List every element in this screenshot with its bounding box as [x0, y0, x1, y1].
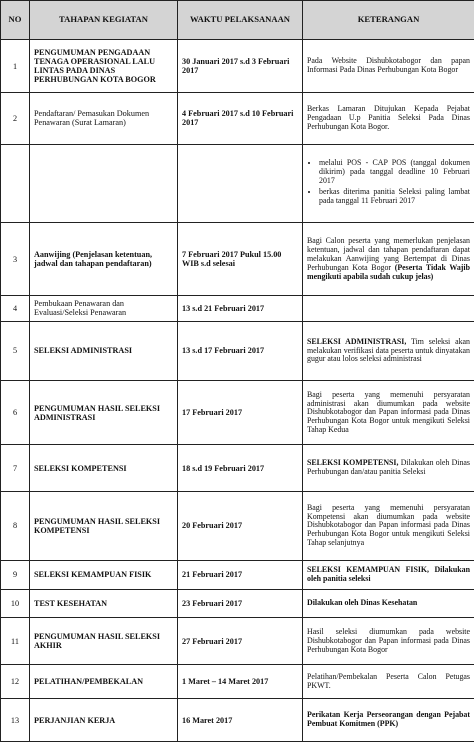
row-no: 7 — [1, 445, 30, 492]
list-item: • melalui POS - CAP POS (tanggal dokumen dikirim) pada tanggal deadline 10 Februari 2017 — [319, 159, 470, 186]
row-tahapan: Aanwijing (Penjelasan ketentuan, jadwal dan tahapan pendaftaran) — [30, 223, 178, 296]
row-tahapan: PENGUMUMAN HASIL SELEKSI AKHIR — [30, 618, 178, 665]
row-waktu: 18 s.d 19 Februari 2017 — [178, 445, 303, 492]
table-row — [1, 296, 474, 322]
row-waktu: 4 Februari 2017 s.d 10 Februari 2017 — [178, 93, 303, 144]
row-waktu: 16 Maret 2017 — [178, 699, 303, 742]
row-no: 1 — [1, 40, 30, 93]
row-tahapan — [30, 144, 178, 223]
row-keterangan: Perikatan Kerja Perseorangan dengan Pejabat Pembuat Komitmen (PPK) — [303, 699, 474, 742]
row-tahapan: PENGUMUMAN HASIL SELEKSI KOMPETENSI — [30, 492, 178, 560]
row-waktu: 1 Maret – 14 Maret 2017 — [178, 665, 303, 699]
keterangan-text: Tim seleksi akan melakukan verifikasi data peserta untuk dinyatakan gugur atau lolos seleksi administrasi — [307, 336, 470, 364]
row-no: 4 — [1, 296, 30, 322]
row-no: 13 — [1, 699, 30, 742]
row-no: 6 — [1, 381, 30, 445]
table-row — [1, 93, 474, 144]
keterangan-bold-text: SELEKSI KOMPETENSI, — [307, 458, 399, 468]
row-keterangan: Dilakukan oleh Dinas Kesehatan — [303, 590, 474, 618]
row-tahapan: PENGUMUMAN PENGADAAN TENAGA OPERASIONAL LALU LINTAS PADA DINAS PERHUBUNGAN KOTA BOGOR — [30, 40, 178, 93]
keterangan-bold-text: SELEKSI KEMAMPUAN FISIK, Dilakukan oleh panitia seleksi — [307, 565, 470, 583]
row-waktu: 17 Februari 2017 — [178, 381, 303, 445]
row-no: 11 — [1, 618, 30, 665]
keterangan-bold-text: (Peserta Tidak Wajib mengikuti apabila sudah cukup jelas) — [307, 262, 470, 281]
row-tahapan: PERJANJIAN KERJA — [30, 699, 178, 742]
delivery-notes-list — [307, 159, 470, 205]
row-waktu: 23 Februari 2017 — [178, 590, 303, 618]
header-tahapan: TAHAPAN KEGIATAN — [30, 1, 178, 40]
table-row — [1, 144, 474, 223]
row-no: 8 — [1, 492, 30, 560]
keterangan-text: Bagi Calon peserta yang memerlukan penjelasan ketentuan, jadwal dan tahapan pendaftaran dapat melakukan Aanwijing yang Bertempat di Dinas Perhubungan Kota Bogor — [307, 236, 470, 272]
row-keterangan — [303, 144, 474, 223]
row-waktu: 27 Februari 2017 — [178, 618, 303, 665]
table-row — [1, 665, 474, 699]
table-row — [1, 40, 474, 93]
table-row — [1, 445, 474, 492]
header-keterangan: KETERANGAN — [303, 1, 474, 40]
row-no: 2 — [1, 93, 30, 144]
keterangan-bold-text: SELEKSI ADMINISTRASI, — [307, 336, 407, 346]
row-no: 5 — [1, 321, 30, 381]
keterangan-text: Dilakukan oleh Dinas Perhubungan dan/atau panitia Seleksi — [307, 458, 470, 477]
table-row — [1, 492, 474, 560]
table-row — [1, 699, 474, 742]
row-no — [1, 144, 30, 223]
list-item: • berkas diterima panitia Seleksi paling lambat pada tanggal 11 Februari 2017 — [319, 188, 470, 206]
row-tahapan: SELEKSI KEMAMPUAN FISIK — [30, 560, 178, 590]
row-keterangan — [303, 296, 474, 322]
row-waktu: 13 s.d 21 Februari 2017 — [178, 296, 303, 322]
table-row — [1, 321, 474, 381]
row-waktu: 13 s.d 17 Februari 2017 — [178, 321, 303, 381]
row-no: 10 — [1, 590, 30, 618]
row-no: 9 — [1, 560, 30, 590]
row-keterangan — [303, 321, 474, 381]
row-keterangan — [303, 223, 474, 296]
header-waktu: WAKTU PELAKSANAAN — [178, 1, 303, 40]
row-keterangan: Pada Website Dishubkotabogor dan papan Informasi Pada Dinas Perhubungan Kota Bogor — [303, 40, 474, 93]
row-waktu: 21 Februari 2017 — [178, 560, 303, 590]
row-tahapan: SELEKSI KOMPETENSI — [30, 445, 178, 492]
header-no: NO — [1, 1, 30, 40]
row-tahapan: Pembukaan Penawaran dan Evaluasi/Seleksi Penawaran — [30, 296, 178, 322]
row-tahapan: Pendaftaran/ Pemasukan Dokumen Penawaran (Surat Lamaran) — [30, 93, 178, 144]
row-keterangan — [303, 445, 474, 492]
row-keterangan: Berkas Lamaran Ditujukan Kepada Pejabat Pengadaan U.p Panitia Seleksi Pada Dinas Perhubungan Kota Bogor. — [303, 93, 474, 144]
row-tahapan: TEST KESEHATAN — [30, 590, 178, 618]
row-keterangan: Bagi peserta yang memenuhi persyaratan administrasi akan diumumkan pada website Dishubkotabogor dan Papan informasi pada Dinas Perhubungan Kota Bogor untuk mengikuti Seleksi Tahap Kedua — [303, 381, 474, 445]
row-no: 3 — [1, 223, 30, 296]
row-keterangan: Pelatihan/Pembekalan Peserta Calon Petugas PKWT. — [303, 665, 474, 699]
row-tahapan: SELEKSI ADMINISTRASI — [30, 321, 178, 381]
row-keterangan: Bagi peserta yang memenuhi persyaratan Kompetensi akan diumumkan pada website Dishubkotabogor dan Papan informasi pada Dinas Perhubungan Kota Bogor untuk mengikuti Seleksi Tahap selanjutnya — [303, 492, 474, 560]
row-tahapan: PENGUMUMAN HASIL SELEKSI ADMINISTRASI — [30, 381, 178, 445]
row-waktu: 7 Februari 2017 Pukul 15.00 WIB s.d selesai — [178, 223, 303, 296]
row-waktu — [178, 144, 303, 223]
table-row — [1, 381, 474, 445]
row-keterangan: Hasil seleksi diumumkan pada website Dishubkotabogor dan Papan informasi pada Dinas Perhubungan Kota Bogor — [303, 618, 474, 665]
table-row — [1, 590, 474, 618]
row-waktu: 20 Februari 2017 — [178, 492, 303, 560]
row-no: 12 — [1, 665, 30, 699]
table-row — [1, 223, 474, 296]
header-row — [1, 1, 474, 40]
table-row — [1, 560, 474, 590]
row-tahapan: PELATIHAN/PEMBEKALAN — [30, 665, 178, 699]
row-waktu: 30 Januari 2017 s.d 3 Februari 2017 — [178, 40, 303, 93]
table-row — [1, 618, 474, 665]
row-keterangan — [303, 560, 474, 590]
